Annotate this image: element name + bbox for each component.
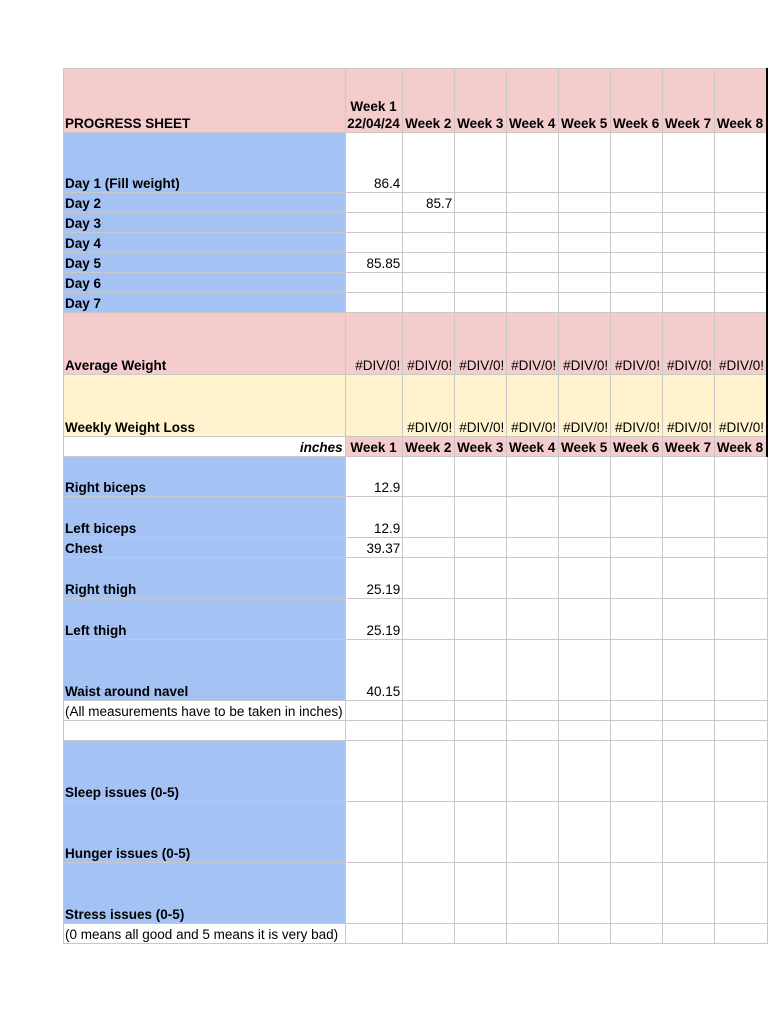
weight-cell[interactable]: [715, 253, 767, 273]
day-label[interactable]: Day 4: [64, 233, 346, 253]
average-weight-cell[interactable]: #DIV/0!: [715, 313, 767, 375]
weight-cell[interactable]: [611, 193, 663, 213]
day-label[interactable]: Day 7: [64, 293, 346, 313]
sheet-row: [64, 457, 768, 497]
issue-cell[interactable]: [455, 802, 507, 863]
weight-cell[interactable]: [455, 233, 507, 253]
weight-cell[interactable]: [507, 293, 559, 313]
inches-week-1[interactable]: Week 1: [345, 437, 403, 457]
weight-cell[interactable]: [663, 233, 715, 253]
issue-label[interactable]: Stress issues (0-5): [64, 863, 346, 924]
issues-note-cell[interactable]: [64, 924, 346, 944]
measurement-cell[interactable]: [403, 599, 455, 640]
issue-cell[interactable]: [403, 863, 455, 924]
inches-week-7[interactable]: Week 7: [663, 437, 715, 457]
issue-label[interactable]: Sleep issues (0-5): [64, 741, 346, 802]
measurement-cell[interactable]: [455, 457, 507, 497]
day-label[interactable]: Day 2: [64, 193, 346, 213]
weight-cell[interactable]: [345, 273, 403, 293]
measurement-cell[interactable]: [663, 558, 715, 599]
measurement-cell[interactable]: [611, 558, 663, 599]
measurement-cell[interactable]: [403, 497, 455, 538]
empty-cell[interactable]: [403, 701, 455, 721]
weight-cell[interactable]: [663, 273, 715, 293]
weight-cell[interactable]: [715, 133, 767, 193]
header-week-3[interactable]: Week 3: [455, 69, 507, 133]
header-week-5[interactable]: Week 5: [559, 69, 611, 133]
sheet-row: [64, 802, 768, 863]
weight-cell[interactable]: [507, 273, 559, 293]
weight-cell[interactable]: [507, 193, 559, 213]
sheet-row: [64, 375, 768, 437]
weekly-loss-cell[interactable]: #DIV/0!: [559, 375, 611, 437]
sheet-row: [64, 721, 768, 741]
empty-cell[interactable]: [64, 721, 346, 741]
inches-week-8[interactable]: Week 8: [715, 437, 767, 457]
header-week-8[interactable]: Week 8: [715, 69, 767, 133]
measurement-label[interactable]: Right biceps: [64, 457, 346, 497]
sheet-row: [64, 701, 768, 721]
sheet-row: [64, 599, 768, 640]
empty-cell[interactable]: [559, 924, 611, 944]
weekly-loss-cell[interactable]: #DIV/0!: [455, 375, 507, 437]
measurement-note-cell[interactable]: [64, 701, 346, 721]
issue-cell[interactable]: [611, 863, 663, 924]
empty-cell[interactable]: [611, 924, 663, 944]
measurement-cell[interactable]: [611, 497, 663, 538]
weight-cell[interactable]: [345, 293, 403, 313]
weight-cell[interactable]: [611, 233, 663, 253]
sheet-row: [64, 69, 768, 133]
weight-cell[interactable]: [507, 253, 559, 273]
sheet-row: [64, 558, 768, 599]
weekly-loss-cell[interactable]: #DIV/0!: [507, 375, 559, 437]
measurement-cell[interactable]: [559, 599, 611, 640]
empty-cell[interactable]: [403, 721, 455, 741]
weight-cell[interactable]: [403, 133, 455, 193]
measurement-cell[interactable]: [715, 497, 767, 538]
sheet-row: [64, 497, 768, 538]
issue-cell[interactable]: [663, 863, 715, 924]
empty-cell[interactable]: [507, 721, 559, 741]
average-weight-cell[interactable]: #DIV/0!: [403, 313, 455, 375]
issue-cell[interactable]: [663, 741, 715, 802]
issue-cell[interactable]: [715, 802, 767, 863]
issue-cell[interactable]: [403, 802, 455, 863]
weight-cell[interactable]: [715, 213, 767, 233]
issue-cell[interactable]: [345, 863, 403, 924]
measurement-cell[interactable]: [663, 640, 715, 701]
measurement-cell[interactable]: [715, 640, 767, 701]
weekly-loss-cell[interactable]: #DIV/0!: [663, 375, 715, 437]
weight-cell[interactable]: [403, 233, 455, 253]
average-weight-label[interactable]: Average Weight: [64, 313, 346, 375]
measurement-cell[interactable]: [559, 558, 611, 599]
weekly-loss-label[interactable]: Weekly Weight Loss: [64, 375, 346, 437]
measurement-cell[interactable]: [559, 497, 611, 538]
measurement-cell[interactable]: [611, 538, 663, 558]
average-weight-cell[interactable]: #DIV/0!: [663, 313, 715, 375]
weight-cell[interactable]: [559, 293, 611, 313]
measurement-cell[interactable]: [611, 599, 663, 640]
weight-cell[interactable]: [507, 213, 559, 233]
weekly-loss-cell[interactable]: #DIV/0!: [403, 375, 455, 437]
weight-cell[interactable]: [559, 213, 611, 233]
issue-cell[interactable]: [403, 741, 455, 802]
measurement-cell[interactable]: [663, 538, 715, 558]
issue-cell[interactable]: [611, 741, 663, 802]
weight-cell[interactable]: [663, 293, 715, 313]
sheet-row: [64, 313, 768, 375]
empty-cell[interactable]: [455, 721, 507, 741]
empty-cell[interactable]: [559, 721, 611, 741]
weight-cell[interactable]: [403, 253, 455, 273]
empty-cell[interactable]: [663, 721, 715, 741]
weight-cell[interactable]: [559, 233, 611, 253]
weight-cell[interactable]: [663, 133, 715, 193]
measurement-cell[interactable]: [507, 538, 559, 558]
weight-cell[interactable]: [663, 253, 715, 273]
issue-cell[interactable]: [345, 802, 403, 863]
day-label[interactable]: Day 1 (Fill weight): [64, 133, 346, 193]
weight-cell[interactable]: [715, 273, 767, 293]
measurement-cell[interactable]: [455, 640, 507, 701]
weight-cell[interactable]: [455, 273, 507, 293]
empty-cell[interactable]: [715, 924, 767, 944]
weight-cell[interactable]: [403, 213, 455, 233]
empty-cell[interactable]: [507, 701, 559, 721]
measurement-cell[interactable]: [455, 497, 507, 538]
measurement-cell[interactable]: [455, 538, 507, 558]
empty-cell[interactable]: [507, 924, 559, 944]
sheet-row: [64, 213, 768, 233]
empty-cell[interactable]: [611, 721, 663, 741]
sheet-row: [64, 253, 768, 273]
weight-cell[interactable]: [345, 233, 403, 253]
measurement-cell[interactable]: 25.19: [345, 558, 403, 599]
measurement-cell[interactable]: [559, 538, 611, 558]
average-weight-cell[interactable]: #DIV/0!: [507, 313, 559, 375]
measurement-cell[interactable]: 25.19: [345, 599, 403, 640]
measurement-cell[interactable]: [715, 538, 767, 558]
weight-cell[interactable]: [559, 193, 611, 213]
weight-cell[interactable]: [455, 133, 507, 193]
empty-cell[interactable]: [455, 701, 507, 721]
weekly-loss-cell[interactable]: [345, 375, 403, 437]
average-weight-cell[interactable]: #DIV/0!: [455, 313, 507, 375]
empty-cell[interactable]: [559, 701, 611, 721]
issue-cell[interactable]: [559, 741, 611, 802]
empty-cell[interactable]: [663, 701, 715, 721]
weight-cell[interactable]: [507, 233, 559, 253]
sheet-row: [64, 293, 768, 313]
weight-cell[interactable]: 85.85: [345, 253, 403, 273]
measurement-cell[interactable]: [611, 457, 663, 497]
average-weight-cell[interactable]: #DIV/0!: [345, 313, 403, 375]
issue-cell[interactable]: [559, 863, 611, 924]
issue-cell[interactable]: [715, 863, 767, 924]
issue-cell[interactable]: [715, 741, 767, 802]
measurement-cell[interactable]: [455, 558, 507, 599]
header-week-4[interactable]: Week 4: [507, 69, 559, 133]
weight-cell[interactable]: [663, 193, 715, 213]
empty-cell[interactable]: [403, 924, 455, 944]
measurement-cell[interactable]: [403, 457, 455, 497]
measurement-label[interactable]: Chest: [64, 538, 346, 558]
day-label[interactable]: Day 6: [64, 273, 346, 293]
sheet-row: [64, 924, 768, 944]
weight-cell[interactable]: [611, 213, 663, 233]
measurement-cell[interactable]: [507, 599, 559, 640]
measurement-cell[interactable]: 12.9: [345, 497, 403, 538]
issue-cell[interactable]: [611, 802, 663, 863]
week1-label: Week 1: [350, 99, 397, 114]
measurement-cell[interactable]: [507, 457, 559, 497]
issue-cell[interactable]: [455, 741, 507, 802]
empty-cell[interactable]: [715, 701, 767, 721]
empty-cell[interactable]: [715, 721, 767, 741]
issue-cell[interactable]: [507, 863, 559, 924]
inches-week-6[interactable]: Week 6: [611, 437, 663, 457]
weight-cell[interactable]: [455, 293, 507, 313]
progress-sheet-table: [63, 68, 768, 944]
empty-cell[interactable]: [345, 924, 403, 944]
weight-cell[interactable]: [559, 133, 611, 193]
corner-title-cell[interactable]: PROGRESS SHEET: [64, 69, 346, 133]
empty-cell[interactable]: [345, 701, 403, 721]
issue-cell[interactable]: [507, 802, 559, 863]
measurement-label[interactable]: Left biceps: [64, 497, 346, 538]
header-week-6[interactable]: Week 6: [611, 69, 663, 133]
empty-cell[interactable]: [345, 721, 403, 741]
issue-cell[interactable]: [455, 863, 507, 924]
measurement-cell[interactable]: [559, 457, 611, 497]
measurement-cell[interactable]: 40.15: [345, 640, 403, 701]
weight-cell[interactable]: [715, 293, 767, 313]
sheet-row: [64, 741, 768, 802]
issue-cell[interactable]: [345, 741, 403, 802]
issue-cell[interactable]: [559, 802, 611, 863]
week1-date: 22/04/24: [347, 115, 400, 131]
measurement-label[interactable]: Waist around navel: [64, 640, 346, 701]
weight-cell[interactable]: [611, 273, 663, 293]
weight-cell[interactable]: [715, 193, 767, 213]
measurement-cell[interactable]: [403, 538, 455, 558]
issue-cell[interactable]: [663, 802, 715, 863]
day-label[interactable]: Day 3: [64, 213, 346, 233]
day-label[interactable]: Day 5: [64, 253, 346, 273]
measurement-cell[interactable]: [507, 497, 559, 538]
weight-cell[interactable]: [345, 193, 403, 213]
measurement-cell[interactable]: [403, 558, 455, 599]
weight-cell[interactable]: [611, 133, 663, 193]
weight-cell[interactable]: [455, 213, 507, 233]
average-weight-cell[interactable]: #DIV/0!: [611, 313, 663, 375]
inches-week-5[interactable]: Week 5: [559, 437, 611, 457]
empty-cell[interactable]: [663, 924, 715, 944]
measurement-cell[interactable]: [663, 497, 715, 538]
measurement-cell[interactable]: [715, 599, 767, 640]
weekly-loss-cell[interactable]: #DIV/0!: [715, 375, 767, 437]
measurement-cell[interactable]: 39.37: [345, 538, 403, 558]
weight-cell[interactable]: [559, 253, 611, 273]
weight-cell[interactable]: [403, 293, 455, 313]
measurement-cell[interactable]: [663, 599, 715, 640]
measurement-cell[interactable]: 12.9: [345, 457, 403, 497]
weight-cell[interactable]: [559, 273, 611, 293]
average-weight-cell[interactable]: #DIV/0!: [559, 313, 611, 375]
sheet-row: [64, 193, 768, 213]
sheet-row: [64, 133, 768, 193]
weight-cell[interactable]: [611, 253, 663, 273]
inches-week-2[interactable]: Week 2: [403, 437, 455, 457]
measurement-label[interactable]: Right thigh: [64, 558, 346, 599]
header-week-2[interactable]: Week 2: [403, 69, 455, 133]
weight-cell[interactable]: [715, 233, 767, 253]
empty-cell[interactable]: [611, 701, 663, 721]
inches-label[interactable]: inches: [64, 437, 346, 457]
header-week-1[interactable]: [345, 69, 403, 133]
inches-week-3[interactable]: Week 3: [455, 437, 507, 457]
sheet-row: [64, 863, 768, 924]
measurement-cell[interactable]: [403, 640, 455, 701]
measurement-cell[interactable]: [559, 640, 611, 701]
measurement-cell[interactable]: [455, 599, 507, 640]
measurement-cell[interactable]: [715, 457, 767, 497]
issue-cell[interactable]: [507, 741, 559, 802]
weight-cell[interactable]: [611, 293, 663, 313]
weight-cell[interactable]: 86.4: [345, 133, 403, 193]
measurement-cell[interactable]: [715, 558, 767, 599]
sheet-row: [64, 273, 768, 293]
weight-cell[interactable]: [455, 193, 507, 213]
weight-cell[interactable]: [345, 213, 403, 233]
weight-cell[interactable]: [663, 213, 715, 233]
measurement-label[interactable]: Left thigh: [64, 599, 346, 640]
sheet-row: [64, 233, 768, 253]
measurement-note: (All measurements have to be taken in inches): [65, 703, 343, 719]
issue-label[interactable]: Hunger issues (0-5): [64, 802, 346, 863]
weekly-loss-cell[interactable]: #DIV/0!: [611, 375, 663, 437]
sheet-row: [64, 437, 768, 457]
weight-cell[interactable]: 85.7: [403, 193, 455, 213]
weight-cell[interactable]: [455, 253, 507, 273]
measurement-cell[interactable]: [663, 457, 715, 497]
inches-week-4[interactable]: Week 4: [507, 437, 559, 457]
sheet-row: [64, 538, 768, 558]
header-week-7[interactable]: Week 7: [663, 69, 715, 133]
sheet-row: [64, 640, 768, 701]
empty-cell[interactable]: [455, 924, 507, 944]
measurement-cell[interactable]: [507, 640, 559, 701]
weight-cell[interactable]: [403, 273, 455, 293]
weight-cell[interactable]: [507, 133, 559, 193]
measurement-cell[interactable]: [507, 558, 559, 599]
issues-note: (0 means all good and 5 means it is very bad): [65, 926, 339, 942]
measurement-cell[interactable]: [611, 640, 663, 701]
